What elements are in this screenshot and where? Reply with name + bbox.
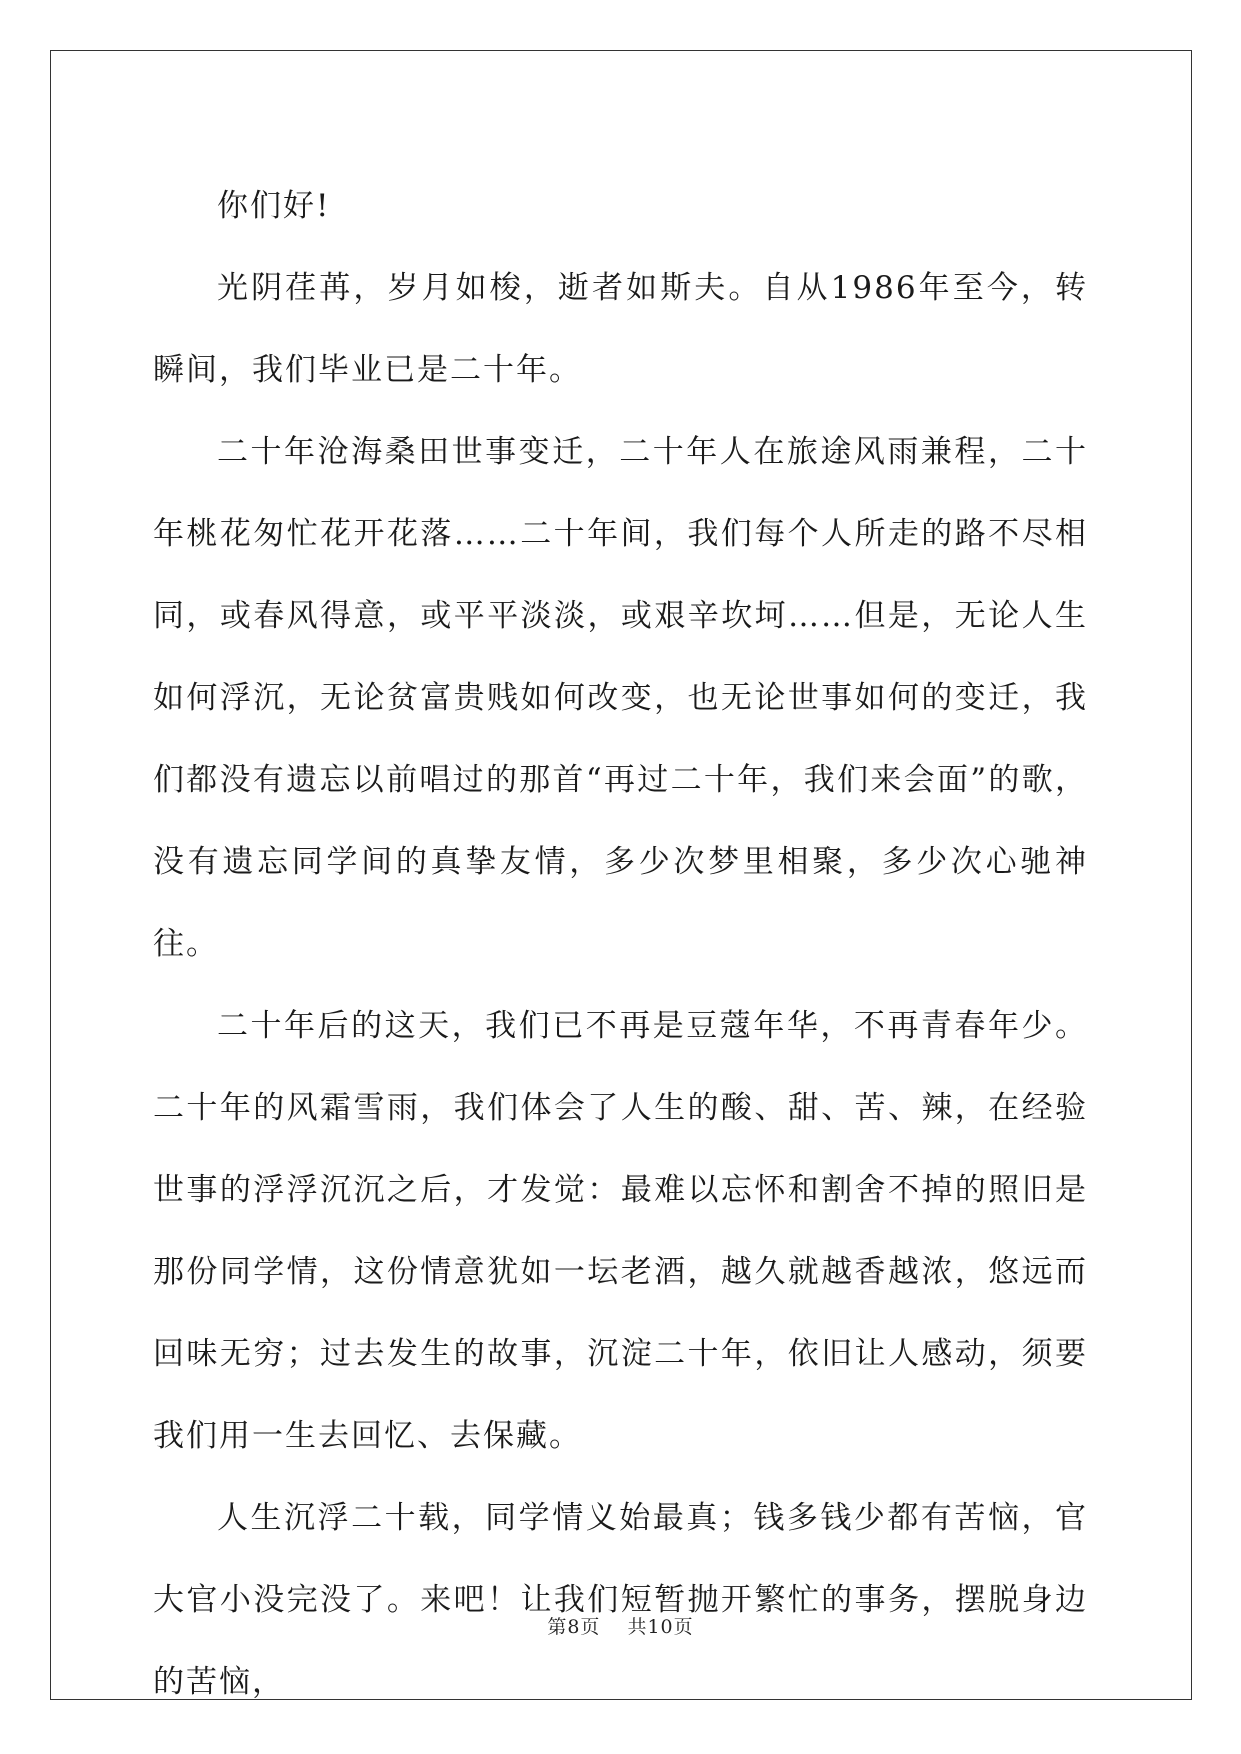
page-footer bbox=[0, 1612, 1241, 1639]
page-total: 共10页 bbox=[627, 1616, 694, 1638]
body-paragraph: 光阴荏苒，岁月如梭，逝者如斯夫。自从1986年至今，转瞬间，我们毕业已是二十年。 bbox=[153, 270, 1088, 388]
page-number: 第8页 bbox=[547, 1616, 601, 1638]
body-paragraph: 二十年沧海桑田世事变迁，二十年人在旅途风雨兼程，二十年桃花匆忙花开花落……二十年间，我们每个人所走的路不尽相同，或春风得意，或平平淡淡，或艰辛坎坷……但是，无论人生如何浮沉，无论贫富贵贱如何改变，也无论世事如何的变迁，我们都没有遗忘以前唱过的那首“再过二十年，我们来会面”的歌，没有遗忘同学间的真挚友情，多少次梦里相聚，多少次心驰神往。 bbox=[153, 434, 1088, 962]
body-paragraph: 二十年后的这天，我们已不再是豆蔻年华，不再青春年少。二十年的风霜雪雨，我们体会了人生的酸、甜、苦、辣，在经验世事的浮浮沉沉之后，才发觉：最难以忘怀和割舍不掉的照旧是那份同学情，这份情意犹如一坛老酒，越久就越香越浓，悠远而回味无穷；过去发生的故事，沉淀二十年，依旧让人感动，须要我们用一生去回忆、去保藏。 bbox=[153, 1008, 1088, 1454]
body-paragraph: 人生沉浮二十载，同学情义始最真；钱多钱少都有苦恼，官大官小没完没了。来吧！让我们短暂抛开繁忙的事务，摆脱身边的苦恼， bbox=[153, 1500, 1088, 1700]
greeting-paragraph: 你们好! bbox=[217, 188, 331, 224]
document-body bbox=[153, 165, 1088, 1723]
